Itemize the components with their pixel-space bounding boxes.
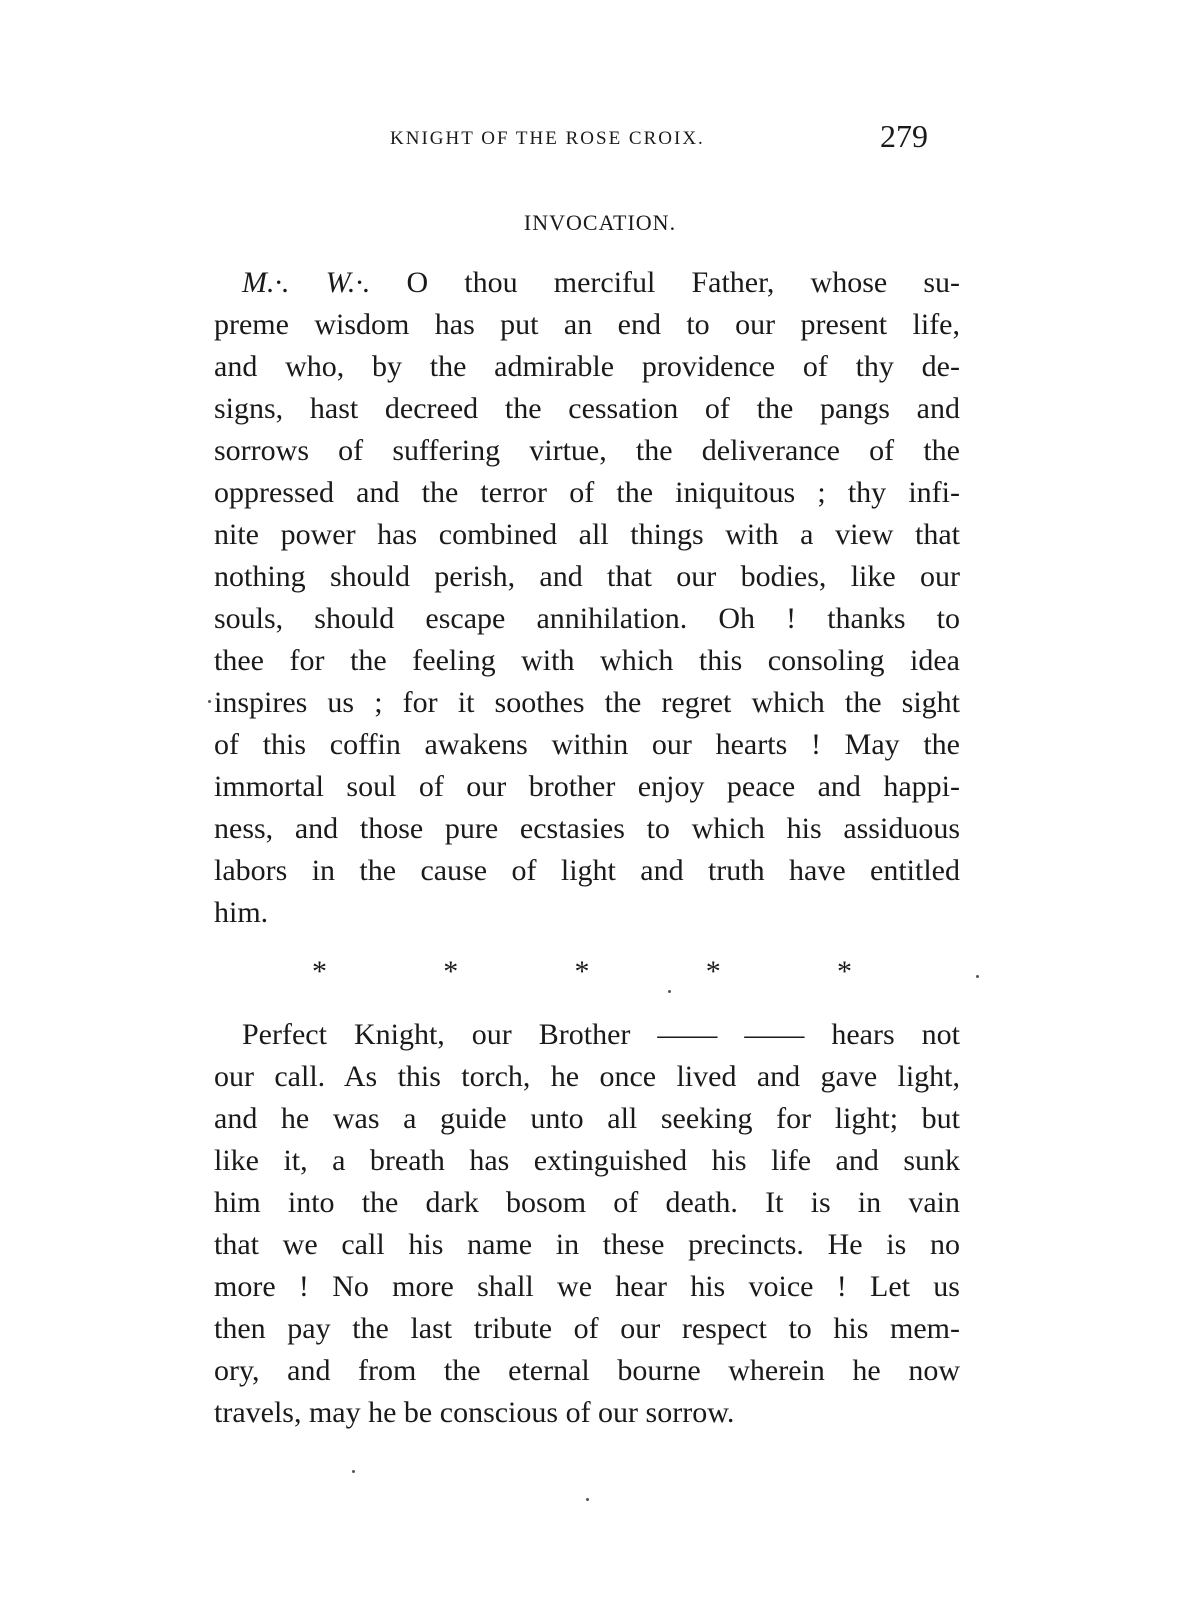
eulogy-line: more ! No more shall we hear his voice ! Let us xyxy=(214,1270,960,1303)
eulogy-line: Perfect Knight, our Brother —— —— hears not xyxy=(242,1018,960,1051)
asterisk: * xyxy=(574,955,590,988)
eulogy-line: our call. As this torch, he once lived and gave light, xyxy=(214,1060,960,1093)
eulogy-line: travels, may he be conscious of our sorrow. xyxy=(214,1396,735,1429)
invocation-line: inspires us ; for it soothes the regret which the sight xyxy=(214,686,960,719)
eulogy-line: ory, and from the eternal bourne wherein he now xyxy=(214,1354,960,1387)
invocation-line: souls, should escape annihilation. Oh ! thanks to xyxy=(214,602,960,635)
invocation-line: thee for the feeling with which this consoling idea xyxy=(214,644,960,677)
invocation-line: preme wisdom has put an end to our present life, xyxy=(214,308,960,341)
scan-speck xyxy=(586,1498,589,1501)
page-number: 279 xyxy=(880,118,928,154)
invocation-line: sorrows of suffering virtue, the deliverance of the xyxy=(214,434,960,467)
section-title: INVOCATION. xyxy=(523,210,677,235)
scan-speck xyxy=(976,975,979,978)
asterisk: * xyxy=(837,955,852,988)
scan-speck xyxy=(668,990,671,993)
asterisk: * xyxy=(312,955,327,988)
invocation-line: nite power has combined all things with a view that xyxy=(214,518,960,551)
scan-speck xyxy=(208,700,211,703)
invocation-line: and who, by the admirable providence of thy de- xyxy=(214,350,960,383)
eulogy-line: like it, a breath has extinguished his life and sunk xyxy=(214,1144,960,1177)
scan-speck xyxy=(352,1470,355,1473)
invocation-line xyxy=(242,262,960,304)
invocation-line: of this coffin awakens within our hearts ! May the xyxy=(214,728,960,761)
asterisk: * xyxy=(705,955,721,988)
invocation-line: immortal soul of our brother enjoy peace and happi- xyxy=(214,770,960,803)
invocation-line-text: O thou merciful Father, whose su- xyxy=(370,266,960,299)
invocation-line: oppressed and the terror of the iniquitous ; thy infi- xyxy=(214,476,960,509)
invocation-line: labors in the cause of light and truth have entitled xyxy=(214,854,960,887)
eulogy-line: then pay the last tribute of our respect to his mem- xyxy=(214,1312,960,1345)
invocation-line: signs, hast decreed the cessation of the pangs and xyxy=(214,392,960,425)
speaker-label: M.·. W.·. xyxy=(242,266,371,299)
asterism-separator xyxy=(312,955,852,989)
invocation-line: nothing should perish, and that our bodies, like our xyxy=(214,560,960,593)
invocation-line: him. xyxy=(214,896,269,929)
invocation-line: ness, and those pure ecstasies to which his assiduous xyxy=(214,812,960,845)
eulogy-line: and he was a guide unto all seeking for light; but xyxy=(214,1102,960,1135)
running-head: KNIGHT OF THE ROSE CROIX. xyxy=(390,128,705,149)
asterisk: * xyxy=(443,955,459,988)
eulogy-line: him into the dark bosom of death. It is in vain xyxy=(214,1186,960,1219)
eulogy-line: that we call his name in these precincts. He is no xyxy=(214,1228,960,1261)
